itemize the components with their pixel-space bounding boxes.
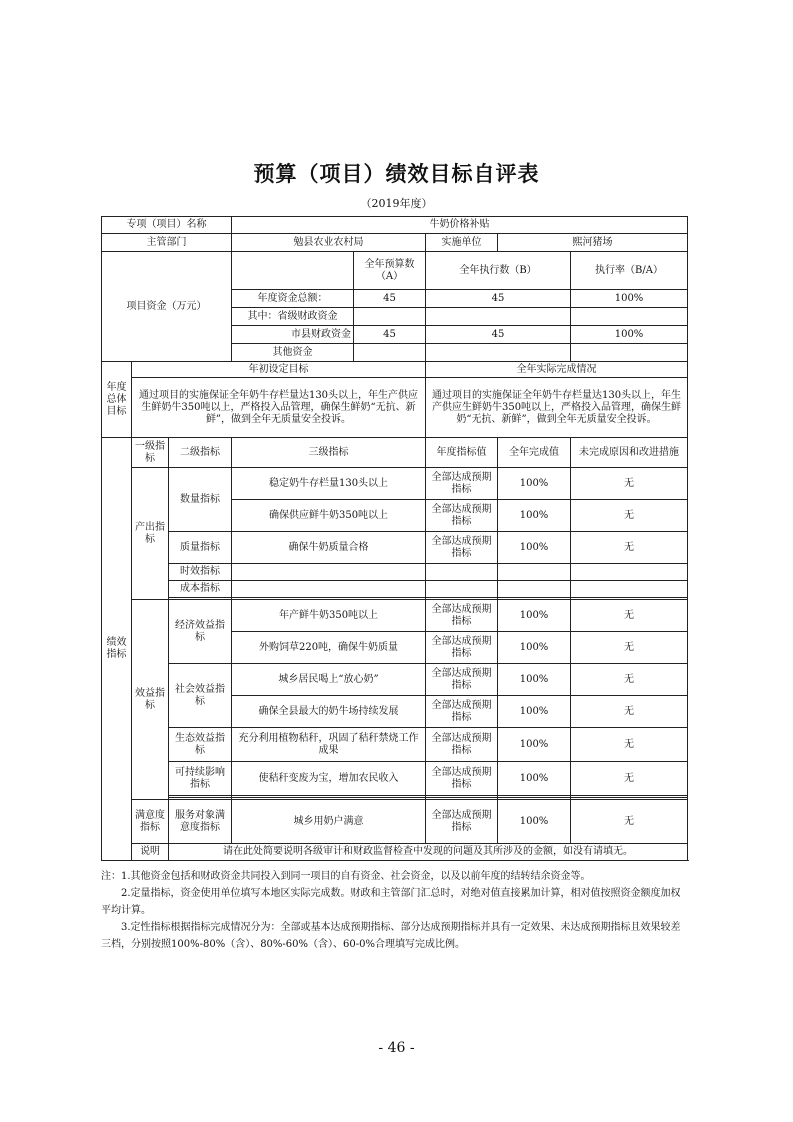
satisfaction-indicator-label: 满意度指标 (132, 800, 169, 844)
indicator-done: 100% (498, 600, 571, 632)
funds-exec: 45 (426, 326, 571, 344)
funds-rate (571, 308, 688, 326)
quality-indicator-label: 质量指标 (169, 532, 232, 564)
indicators-label: 绩效指标 (102, 438, 132, 861)
indicator-reason: 无 (571, 762, 688, 796)
actual-goal-header: 全年实际完成情况 (426, 362, 688, 378)
page-number: - 46 - (378, 1040, 415, 1056)
remark-text: 请在此处简要说明各级审计和财政监督检查中发现的问题及其所涉及的金额，如没有请填无。 (169, 844, 688, 861)
funds-budget (354, 308, 426, 326)
indicator-target: 全部达成预期指标 (426, 632, 498, 664)
indicator-reason: 无 (571, 800, 688, 844)
funds-header-row (102, 252, 688, 290)
header-level1: 一级指标 (132, 438, 169, 468)
indicator-reason: 无 (571, 728, 688, 762)
funds-exec: 45 (426, 290, 571, 308)
project-row (102, 217, 688, 234)
indicator-done: 100% (498, 664, 571, 696)
header-level2: 二级指标 (169, 438, 232, 468)
indicator-target: 全部达成预期指标 (426, 468, 498, 500)
funds-row-label: 其他资金 (232, 344, 354, 362)
indicator-done: 100% (498, 762, 571, 796)
indicator-reason: 无 (571, 664, 688, 696)
indicator-reason: 无 (571, 696, 688, 728)
funds-label: 项目资金（万元） (102, 252, 232, 362)
footnote-3: 3.定性指标根据指标完成情况分为：全部或基本达成预期指标、部分达成预期指标并具有一定效果、未达成预期指标且效果较差三档，分别按照100%-80%（含）、80%-60%（含）、60-0%合理填写完成比例。 (101, 922, 681, 950)
indicator-target: 全部达成预期指标 (426, 728, 498, 762)
indicator-reason: 无 (571, 532, 688, 564)
time-indicator-label: 时效指标 (169, 564, 232, 581)
indicator-target: 全部达成预期指标 (426, 600, 498, 632)
cost-indicator-label: 成本指标 (169, 581, 232, 598)
indicator-row (102, 728, 688, 762)
dept-row (102, 234, 688, 252)
indicator-target: 全部达成预期指标 (426, 696, 498, 728)
col-budget: 全年预算数（A） (354, 252, 426, 290)
indicator-done: 100% (498, 468, 571, 500)
goals-label: 年度总体目标 (102, 362, 132, 438)
footnotes (101, 868, 687, 953)
social-indicator-label: 社会效益指标 (169, 664, 232, 728)
project-label: 专项（项目）名称 (102, 217, 232, 234)
indicator-row (102, 581, 688, 598)
funds-row-label: 市县财政资金 (232, 326, 354, 344)
funds-rate: 100% (571, 290, 688, 308)
indicator-target: 全部达成预期指标 (426, 500, 498, 532)
header-level3: 三级指标 (232, 438, 426, 468)
funds-rate (571, 344, 688, 362)
indicator-item: 确保牛奶质量合格 (232, 532, 426, 564)
indicator-target: 全部达成预期指标 (426, 532, 498, 564)
indicator-done: 100% (498, 800, 571, 844)
dept-label: 主管部门 (102, 234, 232, 252)
col-exec: 全年执行数（B） (426, 252, 571, 290)
funds-row-label: 其中：省级财政资金 (232, 308, 354, 326)
footnote-2: 2.定量指标，资金使用单位填写本地区实际完成数。财政和主管部门汇总时，对绝对值直接累加计算，相对值按照资金额度加权平均计算。 (101, 888, 681, 916)
indicator-row (102, 468, 688, 500)
footnote-1: 注：1.其他资金包括和财政资金共同投入到同一项目的自有资金、社会资金，以及以前年度的结转结余资金等。 (101, 871, 591, 882)
actual-goal-text: 通过项目的实施保证全年奶牛存栏量达130头以上，年生产供应生鲜奶牛350吨以上，严格投入品管理，确保生鲜奶“无抗、新鲜”，做到全年无质量安全投诉。 (426, 378, 688, 438)
funds-exec (426, 308, 571, 326)
indicator-reason: 无 (571, 500, 688, 532)
indicator-row (102, 532, 688, 564)
goals-text-row (102, 378, 688, 438)
indicator-target: 全部达成预期指标 (426, 800, 498, 844)
indicator-header-row (102, 438, 688, 468)
indicator-item: 外购饲草220吨，确保牛奶质量 (232, 632, 426, 664)
indicator-item: 充分利用植物秸秆，巩固了秸秆禁烧工作成果 (232, 728, 426, 762)
indicator-row (102, 564, 688, 581)
benefit-indicator-label: 效益指标 (132, 600, 169, 800)
funds-exec (426, 344, 571, 362)
dept-value: 勉县农业农村局 (232, 234, 426, 252)
econ-indicator-label: 经济效益指标 (169, 600, 232, 664)
header-target: 年度指标值 (426, 438, 498, 468)
remark-row (102, 844, 688, 861)
qty-indicator-label: 数量指标 (169, 468, 232, 532)
indicator-done: 100% (498, 632, 571, 664)
year-label: （2019年度） (360, 197, 433, 210)
page-title: 预算（项目）绩效目标自评表 (253, 161, 540, 186)
funds-budget: 45 (354, 290, 426, 308)
indicator-item: 确保供应鲜牛奶350吨以上 (232, 500, 426, 532)
indicator-item: 确保全县最大的奶牛场持续发展 (232, 696, 426, 728)
goals-header-row (102, 362, 688, 378)
sustain-indicator-label: 可持续影响指标 (169, 762, 232, 796)
indicator-done: 100% (498, 696, 571, 728)
unit-label: 实施单位 (426, 234, 498, 252)
header-done: 全年完成值 (498, 438, 571, 468)
funds-blank (232, 252, 354, 290)
project-value: 牛奶价格补贴 (232, 217, 688, 234)
indicator-item: 使秸秆变废为宝，增加农民收入 (232, 762, 426, 796)
indicator-target: 全部达成预期指标 (426, 762, 498, 796)
header-reason: 未完成原因和改进措施 (571, 438, 688, 468)
indicator-row (102, 800, 688, 844)
indicator-reason: 无 (571, 632, 688, 664)
indicator-row (102, 762, 688, 796)
funds-row-label: 年度资金总额： (232, 290, 354, 308)
service-indicator-label: 服务对象满意度指标 (169, 800, 232, 844)
funds-rate: 100% (571, 326, 688, 344)
indicator-item: 稳定奶牛存栏量130头以上 (232, 468, 426, 500)
indicator-done: 100% (498, 532, 571, 564)
remark-label: 说明 (132, 844, 169, 861)
indicator-done: 100% (498, 728, 571, 762)
initial-goal-header: 年初设定目标 (132, 362, 426, 378)
funds-budget (354, 344, 426, 362)
indicator-reason: 无 (571, 468, 688, 500)
eco-indicator-label: 生态效益指标 (169, 728, 232, 762)
indicator-done: 100% (498, 500, 571, 532)
indicator-row (102, 664, 688, 696)
indicator-row (102, 600, 688, 632)
indicator-target: 全部达成预期指标 (426, 664, 498, 696)
indicator-reason: 无 (571, 600, 688, 632)
indicator-item: 年产鲜牛奶350吨以上 (232, 600, 426, 632)
performance-table (101, 216, 688, 861)
unit-value: 熙河猪场 (498, 234, 688, 252)
indicator-item: 城乡居民喝上“放心奶” (232, 664, 426, 696)
initial-goal-text: 通过项目的实施保证全年奶牛存栏量达130头以上，年生产供应生鲜奶牛350吨以上，严格投入品管理，确保生鲜奶“无抗、新鲜”，做到全年无质量安全投诉。 (132, 378, 426, 438)
output-indicator-label: 产出指标 (132, 468, 169, 600)
funds-budget: 45 (354, 326, 426, 344)
indicator-item: 城乡用奶户满意 (232, 800, 426, 844)
col-rate: 执行率（B/A） (571, 252, 688, 290)
